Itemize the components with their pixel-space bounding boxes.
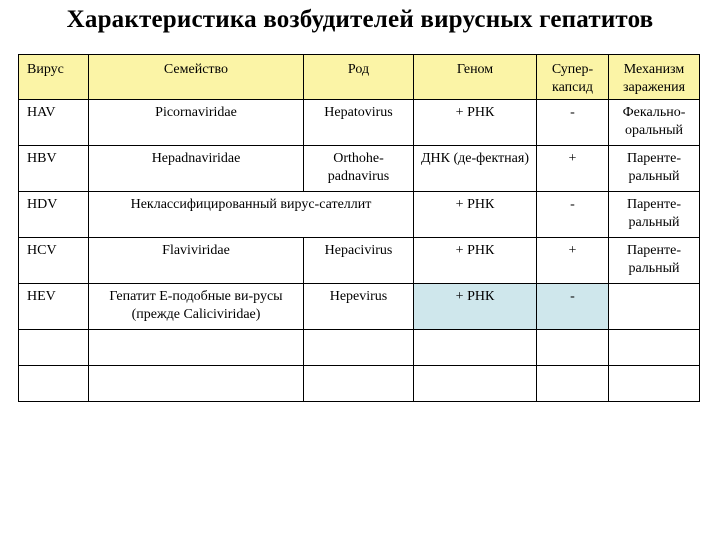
table-row [19,192,700,238]
cell-virus: HCV [19,238,89,284]
cell-family: Hepadnaviridae [89,146,304,192]
header-family: Семейство [89,55,304,100]
empty-cell [304,366,414,402]
cell-supercapsid: - [537,192,609,238]
cell-genome: + РНК [414,238,537,284]
cell-genus: Hepacivirus [304,238,414,284]
empty-cell [89,366,304,402]
empty-cell [89,330,304,366]
cell-genus: Hepevirus [304,284,414,330]
empty-cell [609,366,700,402]
table-row [19,238,700,284]
table-row [19,284,700,330]
empty-cell [609,330,700,366]
empty-row [19,330,700,366]
empty-cell [19,330,89,366]
cell-genome: + РНК [414,192,537,238]
page-title: Характеристика возбудителей вирусных гепатитов [66,6,654,33]
cell-virus: HBV [19,146,89,192]
cell-genus: Hepatovirus [304,100,414,146]
header-mechanism: Механизм заражения [609,55,700,100]
cell-family: Гепатит Е-подобные ви-русы (прежде Caliciviridae) [89,284,304,330]
empty-row [19,366,700,402]
empty-cell [414,366,537,402]
empty-cell [414,330,537,366]
cell-genome: + РНК [414,100,537,146]
header-row [19,55,700,100]
cell-mechanism: Паренте-ральный [609,192,700,238]
cell-virus: HEV [19,284,89,330]
cell-family-genus: Неклассифицированный вирус-сателлит [89,192,414,238]
cell-supercapsid: - [537,284,609,330]
table-row [19,146,700,192]
table-row [19,100,700,146]
cell-supercapsid: + [537,238,609,284]
header-supercapsid: Супер-капсид [537,55,609,100]
header-virus: Вирус [19,55,89,100]
cell-virus: HAV [19,100,89,146]
cell-mechanism: Фекально-оральный [609,100,700,146]
empty-cell [537,366,609,402]
empty-cell [304,330,414,366]
cell-genome: + РНК [414,284,537,330]
cell-family: Flaviviridae [89,238,304,284]
cell-supercapsid: + [537,146,609,192]
cell-mechanism: Паренте-ральный [609,146,700,192]
empty-cell [537,330,609,366]
cell-mechanism [609,284,700,330]
cell-mechanism: Паренте-ральный [609,238,700,284]
header-genome: Геном [414,55,537,100]
cell-genus: Orthohe-padnavirus [304,146,414,192]
cell-supercapsid: - [537,100,609,146]
cell-virus: HDV [19,192,89,238]
virus-table [18,54,700,402]
header-genus: Род [304,55,414,100]
empty-cell [19,366,89,402]
cell-family: Picornaviridae [89,100,304,146]
cell-genome: ДНК (де-фектная) [414,146,537,192]
